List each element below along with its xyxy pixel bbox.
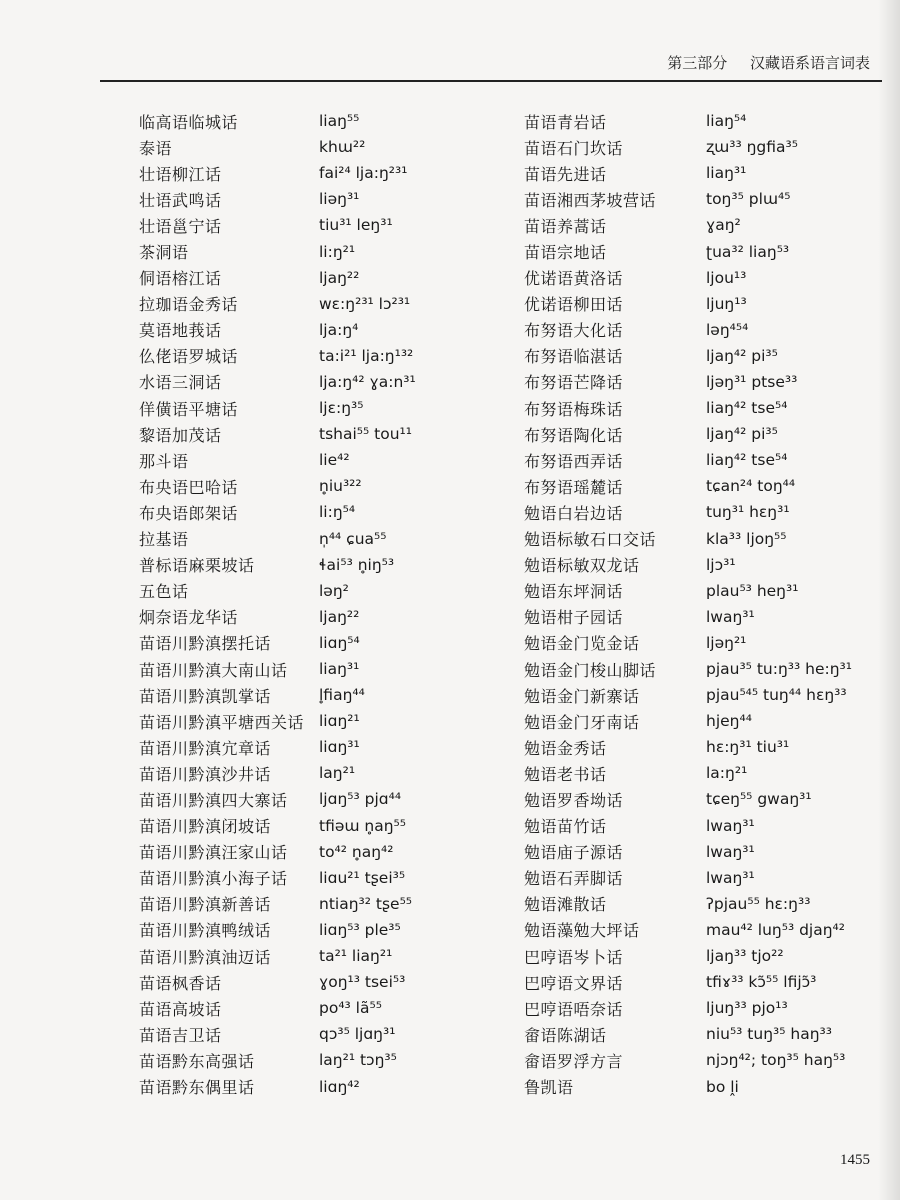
- phonetic-form: liaŋ⁴² tse⁵⁴: [706, 451, 788, 470]
- phonetic-form: liaŋ⁵⁵: [319, 112, 360, 131]
- vocab-row: [524, 186, 884, 212]
- phonetic-form: toŋ³⁵ plɯ⁴⁵: [706, 190, 791, 209]
- language-name: 苗语黔东高强话: [139, 1051, 255, 1071]
- phonetic-form: tɕeŋ⁵⁵ gwaŋ³¹: [706, 790, 812, 809]
- language-name: 泰语: [139, 138, 173, 158]
- phonetic-form: tfiɤ³³ kɔ̃⁵⁵ lfijɔ̃³: [706, 973, 817, 992]
- phonetic-form: n̩⁴⁴ ɕua⁵⁵: [319, 529, 387, 548]
- language-name: 勉语白岩边话: [524, 503, 624, 523]
- language-name: 布努语梅珠话: [524, 399, 624, 419]
- language-name: 侗语榕江话: [139, 269, 222, 289]
- vocab-row: [524, 630, 884, 656]
- vocab-row: [139, 526, 509, 552]
- vocab-row: [139, 421, 509, 447]
- language-name: 苗语青岩话: [524, 112, 607, 132]
- language-name: 畲语陈湖话: [524, 1025, 607, 1045]
- phonetic-form: liɑŋ⁵³ ple³⁵: [319, 920, 401, 939]
- phonetic-form: liaŋ⁴² tse⁵⁴: [706, 399, 788, 418]
- language-name: 黎语加茂话: [139, 425, 222, 445]
- vocab-row: [139, 656, 509, 682]
- vocab-row: [524, 108, 884, 134]
- language-name: 苗语川黔滇新善话: [139, 895, 272, 915]
- phonetic-form: wɛ:ŋ²³¹ lɔ²³¹: [319, 294, 411, 313]
- language-name: 苗语养蒿话: [524, 216, 607, 236]
- language-name: 勉语石弄脚话: [524, 869, 624, 889]
- vocab-row: [524, 1047, 884, 1073]
- vocab-row: [524, 1021, 884, 1047]
- vocab-row: [524, 865, 884, 891]
- vocab-row: [524, 447, 884, 473]
- vocab-row: [524, 969, 884, 995]
- vocab-row: [524, 291, 884, 317]
- language-name: 苗语宗地话: [524, 243, 607, 263]
- language-name: 布央语郎架话: [139, 503, 239, 523]
- phonetic-form: ʔpjau⁵⁵ hɛ:ŋ³³: [706, 894, 811, 913]
- phonetic-form: ɣaŋ²: [706, 216, 741, 235]
- phonetic-form: ləŋ⁴⁵⁴: [706, 320, 749, 339]
- language-name: 苗语川黔滇凯掌话: [139, 686, 272, 706]
- phonetic-form: ʐɯ³³ ŋgfia³⁵: [706, 138, 798, 157]
- phonetic-form: ljəŋ²¹: [706, 633, 747, 652]
- language-name: 勉语金门牙南话: [524, 712, 640, 732]
- phonetic-form: ljɑŋ⁵³ pjɑ⁴⁴: [319, 790, 402, 809]
- language-name: 苗语高坡话: [139, 999, 222, 1019]
- vocab-row: [139, 865, 509, 891]
- vocab-row: [139, 708, 509, 734]
- phonetic-form: fai²⁴ lja:ŋ²³¹: [319, 164, 408, 183]
- phonetic-form: ljuŋ³³ pjo¹³: [706, 999, 788, 1018]
- vocab-row: [524, 734, 884, 760]
- vocab-row: [139, 108, 509, 134]
- vocab-row: [139, 891, 509, 917]
- language-name: 苗语石门坎话: [524, 138, 624, 158]
- phonetic-form: lwaŋ³¹: [706, 868, 755, 887]
- language-name: 布央语巴哈话: [139, 477, 239, 497]
- phonetic-form: laŋ²¹ tɔŋ³⁵: [319, 1051, 397, 1070]
- vocab-row: [524, 134, 884, 160]
- phonetic-form: liaŋ³¹: [706, 164, 747, 183]
- vocab-row: [139, 760, 509, 786]
- phonetic-form: l̥fiaŋ⁴⁴: [319, 686, 365, 705]
- phonetic-form: tuŋ³¹ hɛŋ³¹: [706, 503, 790, 522]
- language-name: 水语三洞话: [139, 373, 222, 393]
- vocab-row: [524, 813, 884, 839]
- language-name: 勉语金秀话: [524, 738, 607, 758]
- phonetic-form: liɑu²¹ tʂei³⁵: [319, 868, 406, 887]
- vocab-row: [139, 995, 509, 1021]
- vocab-row: [139, 369, 509, 395]
- vocab-row: [139, 317, 509, 343]
- language-name: 布努语西弄话: [524, 451, 624, 471]
- vocab-row: [524, 578, 884, 604]
- language-name: 勉语金门览金话: [524, 634, 640, 654]
- vocab-row: [524, 238, 884, 264]
- vocab-row: [524, 212, 884, 238]
- phonetic-form: ʈua³² liaŋ⁵³: [706, 242, 790, 261]
- language-name: 苗语湘西茅坡营话: [524, 190, 657, 210]
- language-name: 炯奈语龙华话: [139, 608, 239, 628]
- phonetic-form: ljaŋ⁴² pi³⁵: [706, 425, 778, 444]
- phonetic-form: lie⁴²: [319, 451, 350, 470]
- phonetic-form: hjeŋ⁴⁴: [706, 712, 752, 731]
- phonetic-form: kla³³ ljoŋ⁵⁵: [706, 529, 787, 548]
- vocab-row: [139, 134, 509, 160]
- vocab-row: [524, 421, 884, 447]
- phonetic-form: ɣoŋ¹³ tsei⁵³: [319, 973, 406, 992]
- language-name: 苗语枫香话: [139, 973, 222, 993]
- left-column: [139, 108, 509, 1100]
- vocab-row: [524, 682, 884, 708]
- phonetic-form: lwaŋ³¹: [706, 607, 755, 626]
- language-name: 佯僙语平塘话: [139, 399, 239, 419]
- vocab-row: [139, 265, 509, 291]
- language-name: 布努语临湛话: [524, 347, 624, 367]
- vocab-row: [139, 943, 509, 969]
- phonetic-form: laŋ²¹: [319, 764, 356, 783]
- phonetic-form: po⁴³ lã⁵⁵: [319, 999, 382, 1018]
- vocab-row: [524, 317, 884, 343]
- language-name: 壮语柳江话: [139, 164, 222, 184]
- phonetic-form: tshai⁵⁵ tou¹¹: [319, 425, 412, 444]
- language-name: 苗语川黔滇鸭绒话: [139, 921, 272, 941]
- language-name: 五色话: [139, 582, 189, 602]
- phonetic-form: ljuŋ¹³: [706, 294, 747, 313]
- vocab-row: [139, 630, 509, 656]
- vocab-row: [524, 656, 884, 682]
- phonetic-form: ljɔ³¹: [706, 555, 736, 574]
- vocab-row: [524, 839, 884, 865]
- phonetic-form: ljou¹³: [706, 268, 747, 287]
- language-name: 苗语川黔滇平塘西关话: [139, 712, 305, 732]
- phonetic-form: liaŋ⁵⁴: [706, 112, 747, 131]
- language-name: 仫佬语罗城话: [139, 347, 239, 367]
- vocab-row: [524, 604, 884, 630]
- language-name: 勉语苗竹话: [524, 817, 607, 837]
- language-name: 普标语麻栗坡话: [139, 556, 255, 576]
- vocab-row: [139, 604, 509, 630]
- phonetic-form: lwaŋ³¹: [706, 816, 755, 835]
- phonetic-form: ta:i²¹ lja:ŋ¹³²: [319, 346, 414, 365]
- phonetic-form: ljaŋ³³ tjo²²: [706, 947, 784, 966]
- vocab-row: [139, 1073, 509, 1099]
- language-name: 勉语罗香坳话: [524, 790, 624, 810]
- vocab-row: [139, 682, 509, 708]
- vocab-row: [139, 160, 509, 186]
- language-name: 拉基语: [139, 530, 189, 550]
- vocab-row: [524, 499, 884, 525]
- phonetic-form: ljaŋ²²: [319, 607, 360, 626]
- language-name: 苗语川黔滇宂章话: [139, 738, 272, 758]
- phonetic-form: plau⁵³ heŋ³¹: [706, 581, 799, 600]
- vocab-row: [524, 1073, 884, 1099]
- language-name: 苗语川黔滇四大寨话: [139, 790, 288, 810]
- phonetic-form: tɕan²⁴ toŋ⁴⁴: [706, 477, 796, 496]
- phonetic-form: ləŋ²: [319, 581, 349, 600]
- phonetic-form: ljaŋ⁴² pi³⁵: [706, 346, 778, 365]
- phonetic-form: hɛ:ŋ³¹ tiu³¹: [706, 738, 790, 757]
- language-name: 布努语大化话: [524, 321, 624, 341]
- phonetic-form: ta²¹ liaŋ²¹: [319, 947, 393, 966]
- vocab-row: [524, 917, 884, 943]
- language-name: 勉语金门新寨话: [524, 686, 640, 706]
- language-name: 巴哼语岑卜话: [524, 947, 624, 967]
- language-name: 苗语先进话: [524, 164, 607, 184]
- vocab-row: [524, 160, 884, 186]
- vocab-row: [139, 395, 509, 421]
- language-name: 勉语庙子源话: [524, 843, 624, 863]
- vocab-row: [139, 578, 509, 604]
- vocab-row: [139, 917, 509, 943]
- language-name: 勉语藻勉大坪话: [524, 921, 640, 941]
- phonetic-form: tiu³¹ leŋ³¹: [319, 216, 393, 235]
- vocab-row: [139, 291, 509, 317]
- phonetic-form: liɑŋ⁵⁴: [319, 633, 360, 652]
- vocab-row: [524, 526, 884, 552]
- language-name: 壮语武鸣话: [139, 190, 222, 210]
- phonetic-form: khɯ²²: [319, 138, 366, 157]
- vocab-row: [139, 1047, 509, 1073]
- vocab-row: [139, 343, 509, 369]
- phonetic-form: ntiaŋ³² tʂe⁵⁵: [319, 894, 412, 913]
- phonetic-form: ljəŋ³¹ ptse³³: [706, 372, 798, 391]
- phonetic-form: lwaŋ³¹: [706, 842, 755, 861]
- language-name: 苗语川黔滇小海子话: [139, 869, 288, 889]
- phonetic-form: li:ŋ⁵⁴: [319, 503, 356, 522]
- language-name: 勉语柑子园话: [524, 608, 624, 628]
- language-name: 布努语瑶麓话: [524, 477, 624, 497]
- language-name: 苗语吉卫话: [139, 1025, 222, 1045]
- vocab-row: [139, 734, 509, 760]
- page-number: 1455: [840, 1152, 870, 1168]
- phonetic-form: la:ŋ²¹: [706, 764, 748, 783]
- vocab-row: [524, 943, 884, 969]
- language-name: 畲语罗浮方言: [524, 1051, 624, 1071]
- vocab-row: [139, 238, 509, 264]
- phonetic-form: liaŋ³¹: [319, 660, 360, 679]
- language-name: 苗语黔东偶里话: [139, 1078, 255, 1098]
- header-part: 第三部分: [667, 54, 728, 72]
- vocab-row: [139, 813, 509, 839]
- language-name: 苗语川黔滇闭坡话: [139, 817, 272, 837]
- phonetic-form: ljaŋ²²: [319, 268, 360, 287]
- phonetic-form: liɑŋ⁴²: [319, 1077, 360, 1096]
- phonetic-form: pjau⁵⁴⁵ tuŋ⁴⁴ hɛŋ³³: [706, 686, 847, 705]
- language-name: 勉语滩散话: [524, 895, 607, 915]
- language-name: 那斗语: [139, 451, 189, 471]
- language-name: 苗语川黔滇沙井话: [139, 764, 272, 784]
- phonetic-form: pjau³⁵ tu:ŋ³³ he:ŋ³¹: [706, 660, 852, 679]
- language-name: 巴哼语文界话: [524, 973, 624, 993]
- language-name: 鲁凯语: [524, 1078, 574, 1098]
- phonetic-form: li:ŋ²¹: [319, 242, 356, 261]
- phonetic-form: liəŋ³¹: [319, 190, 360, 209]
- phonetic-form: njɔŋ⁴²; toŋ³⁵ haŋ⁵³: [706, 1051, 846, 1070]
- header-rule: [100, 80, 882, 82]
- language-name: 壮语邕宁话: [139, 216, 222, 236]
- language-name: 勉语标敏石口交话: [524, 530, 657, 550]
- running-header: [667, 52, 870, 73]
- vocab-row: [524, 473, 884, 499]
- phonetic-form: tfiəɯ n̥aŋ⁵⁵: [319, 816, 406, 835]
- phonetic-form: liɑŋ²¹: [319, 712, 360, 731]
- phonetic-form: ɬai⁵³ n̥iŋ⁵³: [319, 555, 395, 574]
- vocab-row: [139, 969, 509, 995]
- vocab-row: [139, 212, 509, 238]
- vocab-row: [139, 447, 509, 473]
- language-name: 苗语川黔滇油迈话: [139, 947, 272, 967]
- language-name: 勉语老书话: [524, 764, 607, 784]
- language-name: 布努语芒降话: [524, 373, 624, 393]
- vocab-row: [524, 343, 884, 369]
- right-column: [524, 108, 884, 1100]
- language-name: 勉语东坪洞话: [524, 582, 624, 602]
- vocab-row: [524, 369, 884, 395]
- language-name: 苗语川黔滇摆托话: [139, 634, 272, 654]
- vocab-row: [524, 891, 884, 917]
- phonetic-form: qɔ³⁵ ljɑŋ³¹: [319, 1025, 396, 1044]
- vocab-row: [139, 186, 509, 212]
- language-name: 优诺语黄洛话: [524, 269, 624, 289]
- language-name: 巴哼语唔奈话: [524, 999, 624, 1019]
- phonetic-form: liɑŋ³¹: [319, 738, 360, 757]
- phonetic-form: mau⁴² luŋ⁵³ djaŋ⁴²: [706, 920, 845, 939]
- vocab-row: [139, 552, 509, 578]
- phonetic-form: ljɛ:ŋ³⁵: [319, 399, 364, 418]
- vocab-row: [524, 395, 884, 421]
- vocab-row: [139, 839, 509, 865]
- vocab-row: [524, 265, 884, 291]
- vocab-row: [139, 1021, 509, 1047]
- language-name: 莫语地莪话: [139, 321, 222, 341]
- language-name: 勉语金门梭山脚话: [524, 660, 657, 680]
- phonetic-form: n̥iu³²²: [319, 477, 362, 496]
- phonetic-form: lja:ŋ⁴² ɣa:n³¹: [319, 372, 416, 391]
- language-name: 优诺语柳田话: [524, 295, 624, 315]
- vocab-row: [139, 499, 509, 525]
- language-name: 布努语陶化话: [524, 425, 624, 445]
- vocab-row: [524, 760, 884, 786]
- language-name: 苗语川黔滇汪家山话: [139, 843, 288, 863]
- phonetic-form: bo ḽi: [706, 1077, 739, 1096]
- language-name: 勉语标敏双龙话: [524, 556, 640, 576]
- vocab-row: [524, 995, 884, 1021]
- phonetic-form: lja:ŋ⁴: [319, 320, 359, 339]
- vocab-row: [524, 786, 884, 812]
- language-name: 拉珈语金秀话: [139, 295, 239, 315]
- vocab-row: [524, 708, 884, 734]
- vocab-row: [524, 552, 884, 578]
- header-title: 汉藏语系语言词表: [749, 54, 870, 72]
- phonetic-form: niu⁵³ tuŋ³⁵ haŋ³³: [706, 1025, 832, 1044]
- language-name: 苗语川黔滇大南山话: [139, 660, 288, 680]
- language-name: 茶洞语: [139, 243, 189, 263]
- phonetic-form: to⁴² n̥aŋ⁴²: [319, 842, 394, 861]
- vocab-row: [139, 786, 509, 812]
- vocab-row: [139, 473, 509, 499]
- language-name: 临高语临城话: [139, 112, 239, 132]
